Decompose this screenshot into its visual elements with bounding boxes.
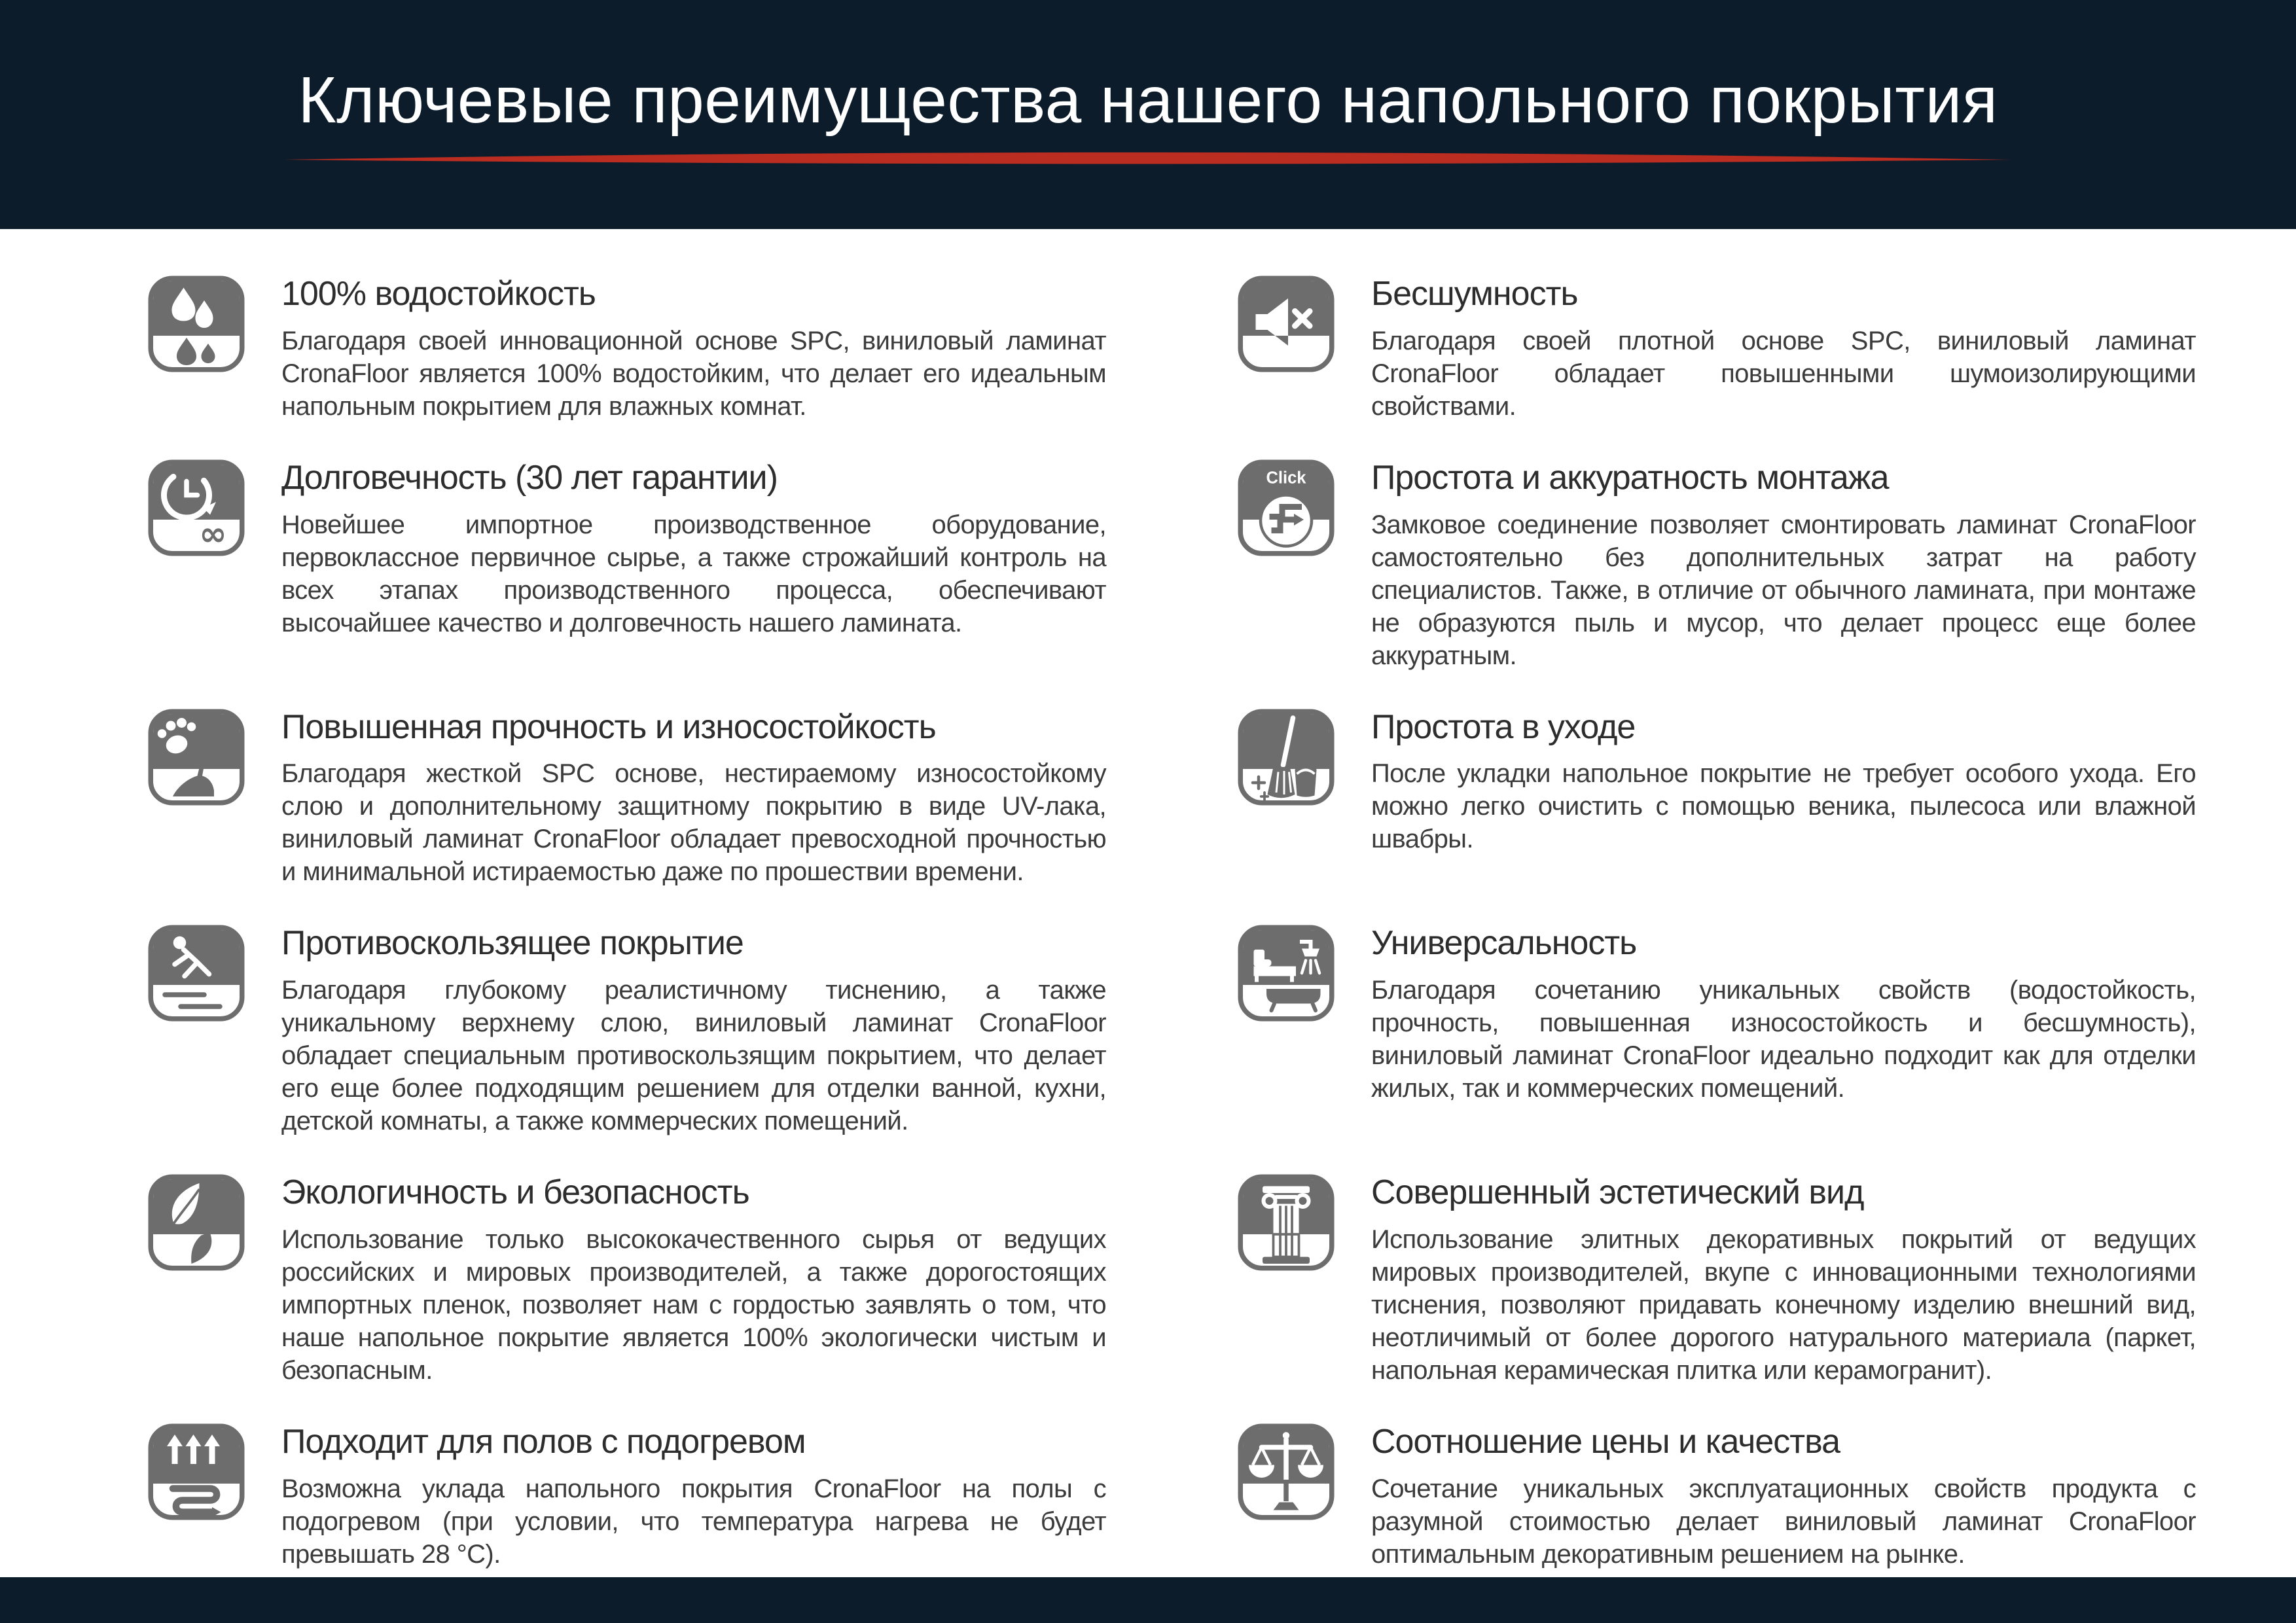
- column-icon: [1237, 1173, 1335, 1272]
- feature-title: Подходит для полов с подогревом: [281, 1422, 806, 1461]
- feature-description: Благодаря своей инновационной основе SPC, виниловый ламинат CronaFloor является 100% водостойким, что делает его идеальным напольным покрытием для влажных комнат.: [281, 326, 1106, 421]
- feature-description: Благодаря сочетанию уникальных свойств (водостойкость, прочность, повышенная износостойкость и бесшумность), виниловый ламинат CronaFloor идеально подходит как для отделки жилых, так и коммерческих помещений.: [1371, 976, 2196, 1103]
- broom-bucket-icon: [1237, 708, 1335, 806]
- feature-title: Повышенная прочность и износостойкость: [281, 707, 936, 746]
- feature-description: Замковое соединение позволяет смонтировать ламинат CronaFloor самостоятельно без дополнительных затрат на работу специалистов. Также, в отличие от обычного ламината, при монтаже не образуются пыль и мусор, что делает процесс еще более аккуратным.: [1371, 510, 2196, 670]
- feature-title: Простота в уходе: [1371, 707, 1636, 746]
- click-lock-icon: [1237, 459, 1335, 557]
- mute-speaker-icon: [1237, 275, 1335, 373]
- feature-noiselessness: [1237, 275, 2196, 423]
- feature-underfloor-heating: [147, 1423, 1106, 1571]
- red-underline-swoosh: [284, 151, 2012, 168]
- feature-universality: [1237, 924, 2196, 1105]
- feature-title: 100% водостойкость: [281, 275, 596, 313]
- heated-floor-icon: [147, 1423, 245, 1521]
- eco-leaf-icon: [147, 1173, 245, 1272]
- scales-icon: [1237, 1423, 1335, 1521]
- feature-title: Экологичность и безопасность: [281, 1173, 749, 1212]
- feature-water-resistance: [147, 275, 1106, 423]
- click-label: Click: [1266, 469, 1306, 488]
- footer-bar: [0, 1577, 2296, 1623]
- feature-title: Противоскользящее покрытие: [281, 924, 744, 963]
- feature-title: Соотношение цены и качества: [1371, 1422, 1840, 1461]
- feature-title: Простота и аккуратность монтажа: [1371, 458, 1889, 497]
- paw-heel-icon: [147, 708, 245, 806]
- feature-description: Использование только высококачественного сырья от ведущих российских и мировых производителей, а также дорогостоящих импортных пленок, позволяет нам с гордостью заявлять о том, что наше напольное покрытие является 100% экологически чистым и безопасным.: [281, 1224, 1106, 1385]
- feature-title: Бесшумность: [1371, 275, 1578, 313]
- feature-title: Совершенный эстетический вид: [1371, 1173, 1864, 1212]
- header: [0, 0, 2296, 229]
- feature-description: Новейшее импортное производственное оборудование, первоклассное первичное сырье, а также строжайший контроль на всех этапах производственного процесса, обеспечивают высочайшее качество и долговечность нашего ламината.: [281, 510, 1106, 637]
- feature-easy-care: [1237, 708, 2196, 856]
- feature-aesthetic-look: [1237, 1173, 2196, 1387]
- feature-strength: [147, 708, 1106, 889]
- clock-infinity-icon: [147, 459, 245, 557]
- feature-title: Универсальность: [1371, 924, 1637, 963]
- feature-description: Использование элитных декоративных покрытий от ведущих мировых производителей, вкупе с инновационными технологиями тиснения, позволяют придавать конечному изделию внешний вид, неотличимый от более дорогого натурального материала (паркет, напольная керамическая плитка или керамогранит).: [1371, 1224, 2196, 1385]
- feature-description: Благодаря жесткой SPC основе, нестираемому износостойкому слою и дополнительному защитному покрытию в виде UV-лака, виниловый ламинат CronaFloor обладает превосходной прочностью и минимальной истираемостью даже по прошествии времени.: [281, 759, 1106, 887]
- water-drops-icon: [147, 275, 245, 373]
- page-title: Ключевые преимущества нашего напольного покрытия: [298, 63, 1998, 137]
- svg-text:∞: ∞: [199, 514, 227, 554]
- feature-eco-safety: [147, 1173, 1106, 1387]
- feature-price-quality: [1237, 1423, 2196, 1571]
- feature-description: Благодаря своей плотной основе SPC, виниловый ламинат CronaFloor обладает повышенными шумоизолирующими свойствами.: [1371, 326, 2196, 421]
- feature-description: Возможна уклада напольного покрытия CronaFloor на полы с подогревом (при условии, что температура нагрева не будет превышать 28 °C).: [281, 1474, 1106, 1569]
- feature-durability: [147, 459, 1106, 639]
- feature-title: Долговечность (30 лет гарантии): [281, 458, 778, 497]
- feature-easy-installation: [1237, 459, 2196, 672]
- feature-description: Благодаря глубокому реалистичному тиснению, а также уникальному верхнему слою, виниловый ламинат CronaFloor обладает специальным противоскользящим покрытием, что делает его еще более подходящим решением для отделки ванной, кухни, детской комнаты, а также коммерческих помещений.: [281, 976, 1106, 1136]
- feature-description: После укладки напольное покрытие не требует особого ухода. Его можно легко очистить с помощью веника, пылесоса или влажной швабры.: [1371, 759, 2196, 854]
- bed-shower-icon: [1237, 924, 1335, 1022]
- features-grid: [147, 275, 2196, 1571]
- feature-description: Сочетание уникальных эксплуатационных свойств продукта с разумной стоимостью делает виниловый ламинат CronaFloor оптимальным декоративным решением на рынке.: [1371, 1474, 2196, 1569]
- feature-anti-slip: [147, 924, 1106, 1137]
- slipping-person-icon: [147, 924, 245, 1022]
